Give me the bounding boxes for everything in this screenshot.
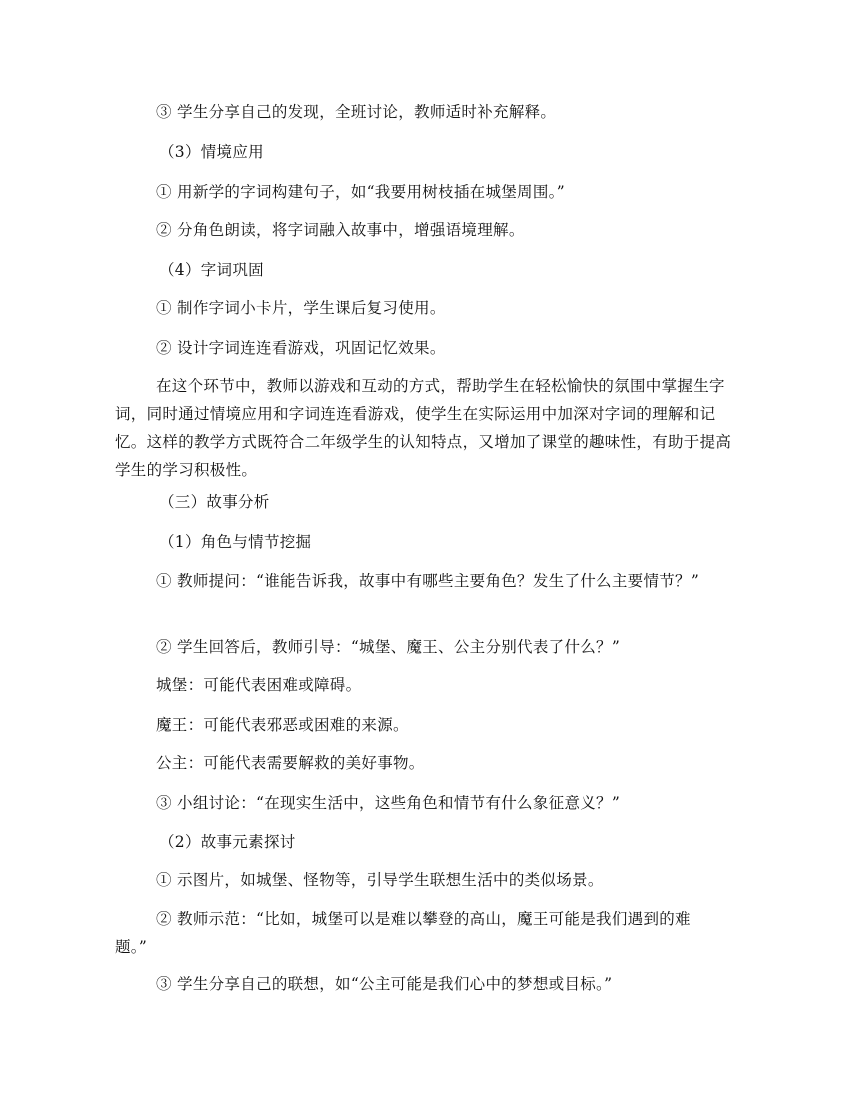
- section-subheading: （2）故事元素探讨: [159, 833, 296, 851]
- section-subheading: （1）角色与情节挖掘: [159, 533, 312, 551]
- paragraph-list-item: ② 分角色朗读，将字词融入故事中，增强语境理解。: [156, 221, 525, 239]
- paragraph-list-item: ③ 小组讨论：“在现实生活中，这些角色和情节有什么象征意义？”: [156, 794, 621, 812]
- paragraph-list-item: ② 教师示范：“比如，城堡可以是难以攀登的高山，魔王可能是我们遇到的难题。”: [115, 910, 691, 956]
- section-heading: （三）故事分析: [159, 493, 270, 511]
- paragraph-list-item: ② 学生回答后，教师引导：“城堡、魔王、公主分别代表了什么？”: [156, 638, 621, 656]
- paragraph-list-item: ① 教师提问：“谁能告诉我，故事中有哪些主要角色？发生了什么主要情节？”: [156, 572, 700, 590]
- paragraph-text: 城堡：可能代表困难或障碍。: [156, 676, 362, 694]
- body-paragraph: 在这个环节中，教师以游戏和互动的方式，帮助学生在轻松愉快的氛围中掌握生字词，同时通过情境应用和字词连连看游戏，使学生在实际运用中加深对字词的理解和记忆。这样的教学方式既符合二年级学生的认知特点，又增加了课堂的趣味性，有助于提高学生的学习积极性。: [115, 377, 732, 479]
- paragraph-list-item: ③ 学生分享自己的发现，全班讨论，教师适时补充解释。: [156, 103, 557, 121]
- paragraph-list-item: ② 设计字词连连看游戏，巩固记忆效果。: [156, 339, 446, 357]
- paragraph-text: 公主：可能代表需要解救的美好事物。: [156, 754, 425, 772]
- paragraph-list-item: ① 制作字词小卡片，学生课后复习使用。: [156, 299, 446, 317]
- paragraph-list-item: ① 示图片，如城堡、怪物等，引导学生联想生活中的类似场景。: [156, 871, 604, 889]
- paragraph-list-item: ① 用新学的字词构建句子，如“我要用树枝插在城堡周围。”: [156, 183, 565, 201]
- paragraph-text: 魔王：可能代表邪恶或困难的来源。: [156, 716, 409, 734]
- section-subheading: （4）字词巩固: [159, 261, 264, 279]
- paragraph-list-item: ③ 学生分享自己的联想，如“公主可能是我们心中的梦想或目标。”: [156, 975, 613, 993]
- section-subheading: （3）情境应用: [159, 143, 264, 161]
